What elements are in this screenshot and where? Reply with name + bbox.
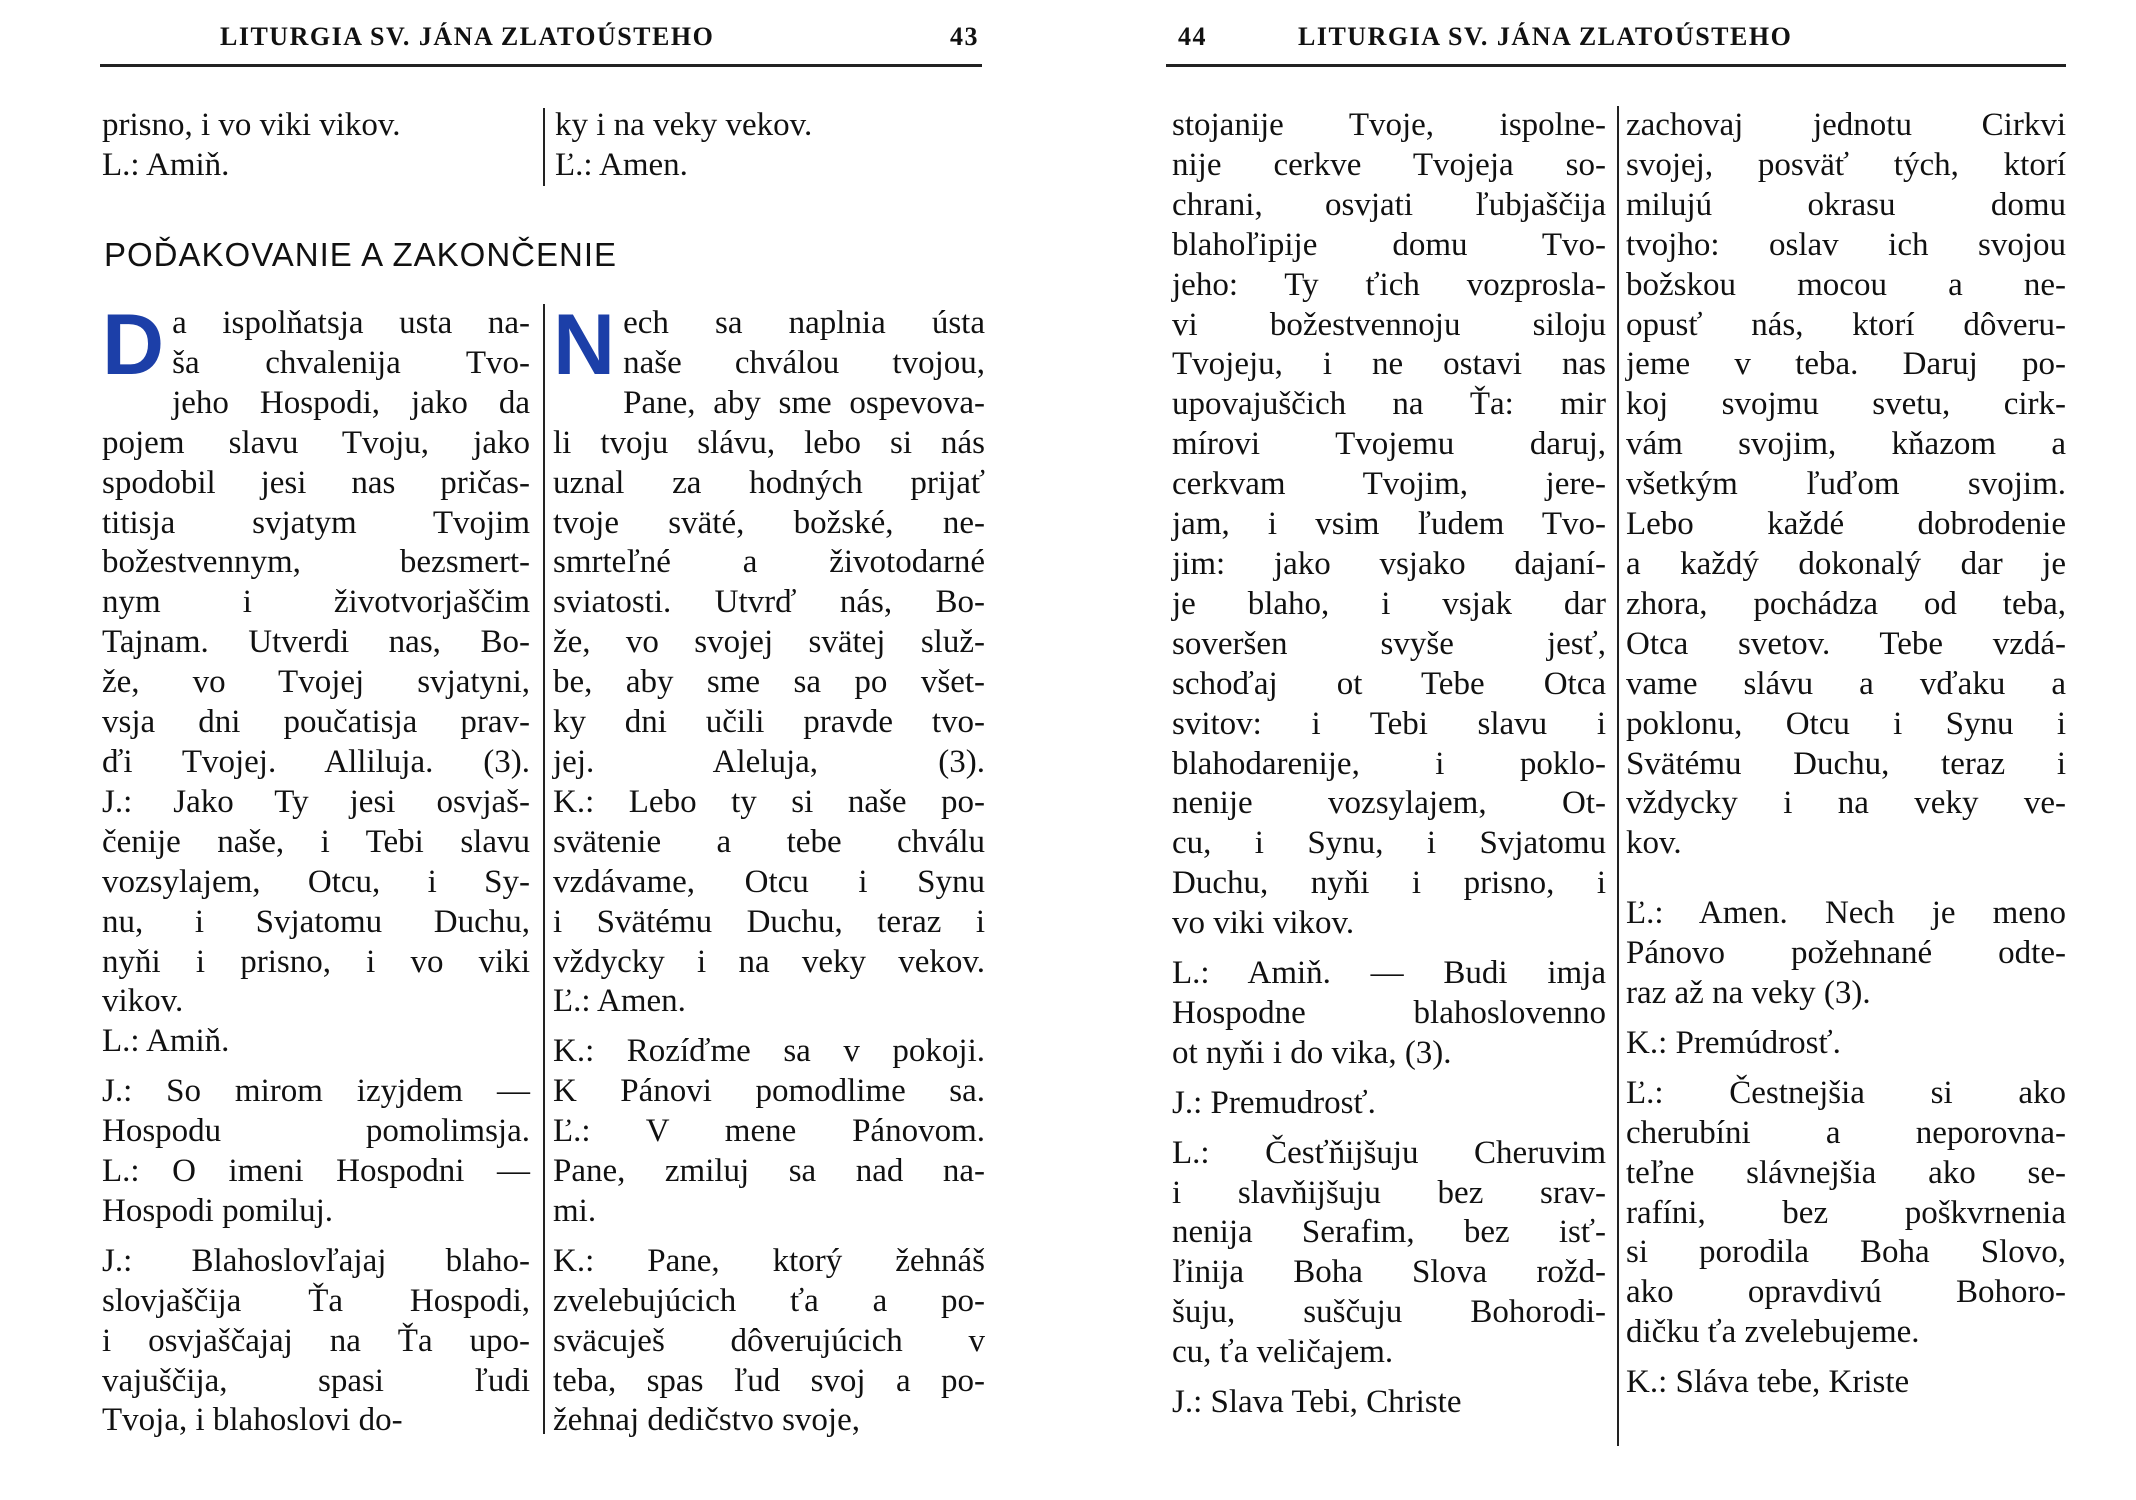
text-line: vi božestvennoju siloju [1172,306,1606,343]
text-line: božskou mocou a ne- [1626,266,2066,303]
text-line: Otca svetov. Tebe vzdá- [1626,625,2066,662]
text-line: jeme v teba. Daruj po- [1626,346,2066,383]
text-line: Ľ.: V mene Pánovom. [553,1113,985,1150]
text-line: chrani, osvjati ľubjaščija [1172,186,1606,223]
page-number: 44 [1178,22,1207,51]
paragraph-gap [1172,1074,1606,1084]
text-line: titisja svjatym Tvojim [102,504,530,541]
paragraph-gap [1172,1124,1606,1134]
text-line: vozsylajem, Otcu, i Sy- [102,863,530,900]
text-line: i slavňijšuju bez srav- [1172,1174,1606,1211]
text-line: teľne slávnejšia ako se- [1626,1154,2066,1191]
text-line: Hospodu pomolimsja. [102,1113,530,1150]
text-line: K.: Premúdrosť. [1626,1024,1841,1061]
paragraph-gap [102,1062,530,1072]
text-line: jej. Aleluja, (3). [553,743,985,780]
text-line: Tajnam. Utverdi nas, Bo- [102,624,530,661]
text-line: L.: Amiň. [102,146,230,183]
text-line: vajuščija, spasi ľudi [102,1362,530,1399]
text-line: mi. [553,1192,597,1229]
text-line: nenije vozsylajem, Ot- [1172,785,1606,822]
text-line: jam, i vsim ľudem Tvo- [1172,506,1606,543]
text-line: zvelebujúcich ťa a po- [553,1282,985,1319]
text-line: schoďaj ot Tebe Otca [1172,665,1606,702]
text-line: J.: Premudrosť. [1172,1084,1376,1121]
text-line: ako opravdivú Bohoro- [1626,1274,2066,1311]
text-line: vo viki vikov. [1172,905,1355,942]
text-line: L.: Česťňijšuju Cheruvim [1172,1134,1606,1171]
text-line: J.: Blahoslovľajaj blaho- [102,1242,530,1279]
running-header: LITURGIA SV. JÁNA ZLATOÚSTEHO [220,22,715,51]
header-rule [100,64,982,67]
text-line: poklonu, Otcu i Synu i [1626,705,2066,742]
text-line: prisno, i vo viki vikov. [102,107,401,143]
text-line: milujú okrasu domu [1626,186,2066,223]
text-line: kov. [1626,825,1682,862]
text-line: ky dni učili pravde tvo- [553,704,985,741]
text-line: svätenie a tebe chválu [553,823,985,860]
text-line: a každý dokonalý dar je [1626,545,2066,582]
text-line: žehnaj dedičstvo svoje, [553,1402,860,1439]
left-page [0,0,1060,1500]
text-line: si porodila Boha Slovo, [1626,1234,2066,1271]
header-rule [1166,64,2066,67]
right-column-2 [1626,106,2066,1403]
text-line: nyňi i prisno, i vo viki [102,943,530,980]
text-line: uznal za hodných prijať [553,464,985,501]
text-line: spodobil jesi nas pričas- [102,464,530,501]
text-line: L.: Amiň. [102,1023,230,1060]
text-line: K.: Rozíďme sa v pokoji. [553,1033,985,1070]
text-line: ot nyňi i do vika, (3). [1172,1034,1452,1071]
text-line: nenija Serafim, bez isť- [1172,1214,1606,1251]
text-line: božestvennym, bezsmert- [102,544,530,581]
text-line: nu, i Svjatomu Duchu, [102,903,530,940]
text-line: Lebo každé dobrodenie [1626,506,2066,543]
text-line: upovajuščich na Ťa: mir [1172,386,1606,423]
text-line: zachovaj jednotu Cirkvi [1626,107,2066,143]
text-line: Hospodi pomiluj. [102,1192,334,1229]
text-line: ech sa naplnia ústa [623,305,985,341]
text-line: J.: Slava Tebi, Christe [1172,1384,1462,1421]
text-line: nije cerkve Tvojeja so- [1172,146,1606,183]
text-line: be, aby sme sa po všet- [553,664,985,701]
text-line: blahodarenije, i poklo- [1172,745,1606,782]
text-line: svitov: i Tebi slavu i [1172,705,1606,742]
text-line: ľinija Boha Slova rožd- [1172,1254,1606,1291]
text-line: svojej, posväť tých, ktorí [1626,146,2066,183]
paragraph-gap [1626,1064,2066,1074]
text-line: jim: jako vsjako dajaní- [1172,545,1606,582]
text-line: sväcuješ dôverujúcich v [553,1322,985,1359]
text-line: Pane, zmiluj sa nad na- [553,1153,985,1190]
text-line: Hospodne blahoslovenno [1172,994,1606,1031]
column-divider [1617,106,1619,1446]
text-line: mírovi Tvojemu daruj, [1172,426,1606,463]
text-line: K Pánovi pomodlime sa. [553,1073,985,1110]
text-line: J.: Jako Ty jesi osvjaš- [102,783,530,820]
text-line: K.: Sláva tebe, Kriste [1626,1364,1910,1401]
text-line: dičku ťa zvelebujeme. [1626,1314,1920,1351]
text-line: cu, i Synu, i Svjatomu [1172,825,1606,862]
top-left-text [102,106,532,186]
text-line: šuju, suščuju Bohorodi- [1172,1294,1606,1331]
page-number: 43 [950,22,979,51]
text-line: li tvoju slávu, lebo si nás [553,424,985,461]
text-line: tvojho: oslav ich svojou [1626,226,2066,263]
paragraph-gap [1172,944,1606,954]
text-line: Tvojeju, i ne ostavi nas [1172,346,1606,383]
text-line: čenije naše, i Tebi slavu [102,823,530,860]
text-line: Pánovo požehnané odte- [1626,935,2066,972]
top-right-text [555,106,985,186]
text-line: vám svojim, kňazom a [1626,426,2066,463]
text-line: slovjaščija Ťa Hospodi, [102,1282,530,1319]
paragraph-gap [553,1022,985,1032]
text-line: L.: Amiň. — Budi imja [1172,955,1606,992]
text-line: ďi Tvojej. Alliluja. (3). [102,743,530,780]
text-line: vždycky i na veky vekov. [553,943,985,980]
paragraph-gap [102,1232,530,1242]
text-line: vame slávu a vďaku a [1626,665,2066,702]
text-line: Tvoja, i blahoslovi do- [102,1402,403,1439]
right-page [1060,0,2136,1500]
text-line: Duchu, nyňi i prisno, i [1172,865,1606,902]
text-line: pojem slavu Tvoju, jako [102,424,530,461]
text-line: jeho: Ty ťich vozprosla- [1172,266,1606,303]
text-line: i osvjaščajaj na Ťa upo- [102,1322,530,1359]
text-line: J.: So mirom izyjdem — [102,1073,530,1110]
paragraph-gap [1172,1373,1606,1383]
text-line: cerkvam Tvojim, jere- [1172,466,1606,503]
text-line: cherubíni a neporovna- [1626,1114,2066,1151]
paragraph-gap [1626,864,2066,874]
paragraph-gap [1626,1014,2066,1024]
left-column-1 [102,297,530,1441]
text-line: nym i životvorjaščim [102,584,530,621]
text-line: Svätému Duchu, teraz i [1626,745,2066,782]
text-line: smrteľné a životodarné [553,544,985,581]
text-line: vikov. [102,983,184,1020]
text-line: K.: Pane, ktorý žehnáš [553,1242,985,1279]
text-line: rafíni, bez poškvrnenia [1626,1194,2066,1231]
text-line: naše chválou tvojou, [623,344,985,381]
text-line: cu, ťa veličajem. [1172,1334,1394,1371]
text-line: koj svojmu svetu, cirk- [1626,386,2066,423]
text-line: vždycky i na veky ve- [1626,785,2066,822]
text-line: vzdávame, Otcu i Synu [553,863,985,900]
text-line: blahoľipije domu Tvo- [1172,226,1606,263]
text-line: je blaho, i vsjak dar [1172,585,1606,622]
text-line: ša chvalenija Tvo- [172,344,530,381]
paragraph-gap [553,1232,985,1242]
text-line: L.: O imeni Hospodni — [102,1153,530,1190]
text-line: teba, spas ľud svoj a po- [553,1362,985,1399]
drop-cap-initial: D [102,297,165,393]
drop-cap-initial: N [553,297,616,393]
section-title: POĎAKOVANIE A ZAKONČENIE [104,236,618,273]
text-line: sviatosti. Utvrď nás, Bo- [553,584,985,621]
right-column-1 [1172,106,1606,1423]
paragraph-gap [1626,874,2066,884]
running-header: LITURGIA SV. JÁNA ZLATOÚSTEHO [1298,22,1793,51]
text-line: vsja dni poučatisja prav- [102,704,530,741]
text-line: Ľ.: Amen. [555,146,688,183]
text-line: zhora, pochádza od teba, [1626,585,2066,622]
text-line: že, vo Tvojej svjatyni, [102,664,530,701]
text-line: Ľ.: Amen. Nech je meno [1626,895,2066,932]
text-line: raz až na veky (3). [1626,975,1871,1012]
text-line: ky i na veky vekov. [555,107,813,143]
text-line: stojanije Tvoje, ispolne- [1172,107,1606,143]
text-line: K.: Lebo ty si naše po- [553,783,985,820]
text-line: opusť nás, ktorí dôveru- [1626,306,2066,343]
text-line: Ľ.: Amen. [553,983,686,1020]
text-line: že, vo svojej svätej služ- [553,624,985,661]
paragraph-gap [1626,884,2066,894]
paragraph-gap [1626,1353,2066,1363]
text-line: všetkým ľuďom svojim. [1626,466,2066,503]
column-divider [543,304,545,1434]
text-line: soveršen svyše jesť, [1172,625,1606,662]
text-line: Pane, aby sme ospevova- [623,384,985,421]
text-line: tvoje sväté, božské, ne- [553,504,985,541]
text-line: a ispolňatsja usta na- [172,305,530,341]
text-line: Ľ.: Čestnejšia si ako [1626,1074,2066,1111]
column-divider [543,108,545,186]
text-line: i Svätému Duchu, teraz i [553,903,985,940]
text-line: jeho Hospodi, jako da [172,384,530,421]
left-column-2 [553,297,985,1441]
